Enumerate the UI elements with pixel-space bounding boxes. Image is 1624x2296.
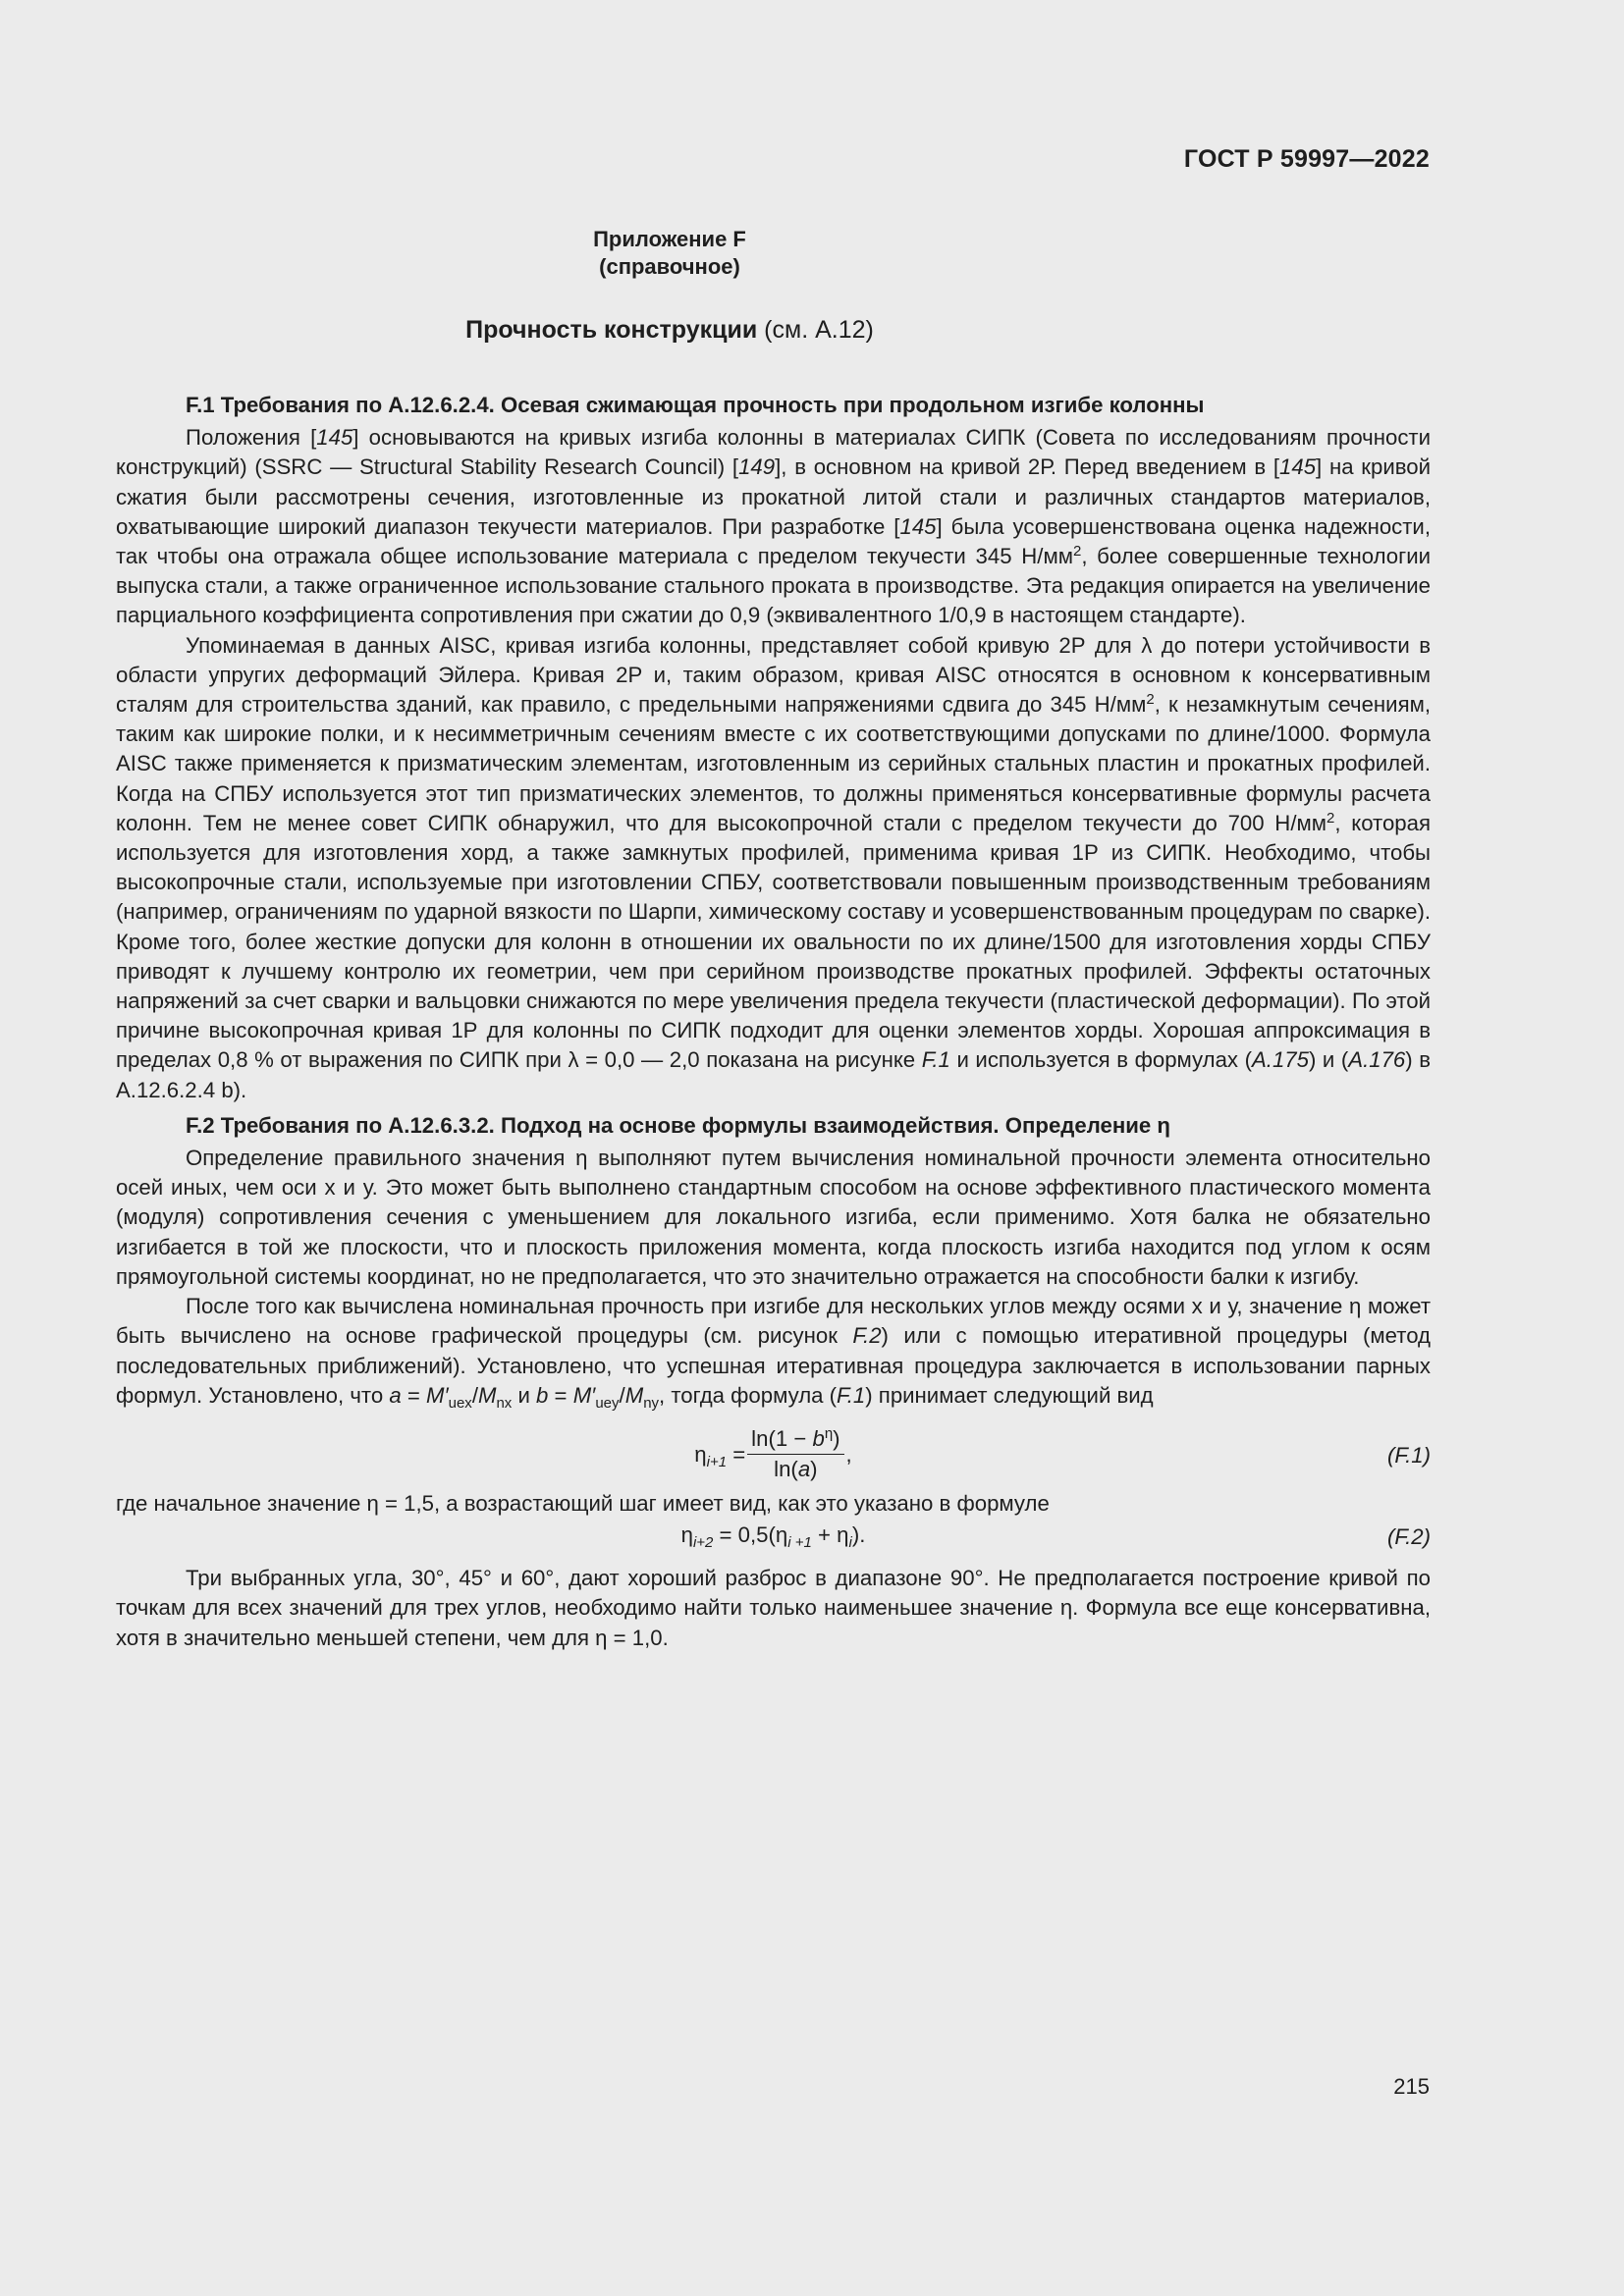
math-var: b — [536, 1382, 549, 1408]
reference-link[interactable]: 145 — [316, 425, 353, 451]
formula-fraction — [747, 1426, 843, 1483]
text-run: Упоминаемая в данных AISC, кривая изгиба колонны, представляет собой кривую 2Р для λ до потери устойчивости в области упругих деформаций Эйлера. Кривая 2Р и, таким образом, кривая AISC относятся в основном к консервативным сталям для строительства зданий, как правило, с предельными напряжениями сдвига до 345 Н/мм — [116, 632, 1431, 718]
math-text: ). — [851, 1522, 866, 1548]
text-run: и — [512, 1382, 537, 1408]
text-run: ) принимает следующий вид — [865, 1382, 1154, 1408]
text-run: Положения [ — [186, 425, 317, 451]
formula-reference[interactable]: A.175 — [1251, 1047, 1309, 1073]
page-number: 215 — [1393, 2074, 1430, 2099]
text-run: После того как вычислена номинальная прочность при изгибе для нескольких углов между осями х и у, значение η может быть вычислено на основе графической процедуры (см. рисунок — [116, 1294, 1431, 1349]
subscript: ny — [643, 1394, 660, 1412]
text-run: и используется в формулах ( — [949, 1047, 1252, 1073]
text-run: , тогда формула ( — [659, 1382, 838, 1408]
subscript: uex — [448, 1394, 472, 1412]
appendix-title-ref: (см. А.12) — [757, 316, 874, 344]
superscript: 2 — [1072, 543, 1082, 561]
section-f2-heading: F.2 Требования по А.12.6.3.2. Подход на основе формулы взаимодействия. Определение η — [186, 1112, 1170, 1138]
appendix-label — [0, 226, 1339, 281]
math-var: M — [624, 1382, 644, 1408]
formula-reference[interactable]: A.176 — [1348, 1047, 1406, 1073]
text-run: / — [471, 1382, 478, 1408]
figure-reference[interactable]: F.1 — [921, 1047, 950, 1073]
text-run: = — [548, 1382, 573, 1408]
math-text: + η — [811, 1522, 849, 1548]
section-f2-paragraph-2 — [116, 1292, 1431, 1411]
text-run: , которая используется для изготовления хорд, а также замкнутых профилей, применима кривая 1Р из СИПК. Необходимо, чтобы высокопрочные стали, используемые при изготовлении СПБУ, соответствовали повышенным производственным требованиям (например, ограничениям по ударной вязкости по Шарпи, химическому составу и усовершенствованным процедурам по сварке). Кроме того, более жесткие допуски для колонн в отношении их овальности по их длине/1500 для изготовления хорды СПБУ приводят к лучшему контролю их геометрии, чем при серийном производстве прокатных профилей. Эффекты остаточных напряжений за счет сварки и вальцовки снижаются по мере увеличения предела текучести (пластической деформации). По этой причине высокопрочная кривая 1Р для колонны по СИПК подходит для оценки элементов хорды. Хорошая аппроксимация в пределах 0,8 % от выражения по СИПК при λ = 0,0 — 2,0 показана на рисунке — [116, 810, 1431, 1073]
text-run: , более совершенные технологии выпуска стали, а также ограниченное использование стального проката в производстве. Эта редакция опирается на увеличение парциального коэффициента сопротивления при сжатии до 0,9 (эквивалентного 1/0,9 в настоящем стандарте). — [116, 544, 1432, 628]
text-run: ] на кривой сжатия были рассмотрены сечения, изготовленные из прокатной литой стали и различных стандартов материалов, охватывающие широкий диапазон текучести материалов. При разработке [ — [116, 454, 1431, 539]
math-text: = 0,5(η — [713, 1522, 788, 1548]
section-f2-between-text: где начальное значение η = 1,5, а возрастающий шаг имеет вид, как это указано в формуле — [116, 1490, 1050, 1516]
appendix-title-text: Прочность конструкции — [465, 316, 758, 344]
figure-reference[interactable]: F.2 — [852, 1323, 882, 1349]
math-var: M — [477, 1382, 497, 1408]
math-var: M′ — [425, 1382, 449, 1408]
reference-link[interactable]: 149 — [738, 454, 776, 480]
text-run: ] была усовершенствована оценка надежности, так чтобы она отражала общее использование материала с пределом текучести 345 Н/мм — [116, 513, 1431, 569]
math-var: a — [389, 1382, 402, 1408]
formula-f2 — [116, 1521, 1431, 1554]
section-f1-paragraph-1 — [116, 423, 1431, 630]
fraction-denominator — [747, 1455, 843, 1483]
math-text: ln(1 − — [751, 1425, 813, 1451]
math-text: ) — [833, 1425, 840, 1451]
superscript: 2 — [1146, 691, 1155, 709]
math-var: b — [812, 1425, 825, 1451]
section-f2-paragraph-3: Три выбранных угла, 30°, 45° и 60°, дают хороший разброс в диапазоне 90°. Не предполагается построение кривой по точкам для всех значений для трех углов, необходимо найти только наименьшее значение η. Формула все еще консервативна, хотя в значительно меньшей степени, чем для η = 1,0. — [116, 1566, 1431, 1650]
fraction-numerator — [747, 1426, 843, 1455]
text-run: ) в А.12.6.2.4 b). — [116, 1047, 1432, 1102]
subscript: uey — [595, 1394, 620, 1412]
math-text: ) — [810, 1456, 818, 1481]
math-subscript: i — [848, 1534, 852, 1552]
appendix-title — [0, 316, 1339, 345]
text-run: ], в основном на кривой 2Р. Перед введением в [ — [775, 454, 1280, 480]
reference-link[interactable]: 145 — [1279, 454, 1317, 480]
text-run: ] основываются на кривых изгиба колонны в материалах СИПК (Совета по исследованиям прочности конструкций) (SSRC — Structural Stability Research Council) [ — [116, 425, 1431, 480]
text-run: , к незамкнутым сечениям, таким как широкие полки, и к несимметричным сечениям вместе с их соответствующими допусками по длине/1000. Формула AISC также применяется к призматическим элементам, изготовленным из серийных стальных пластин и прокатных профилей. Когда на СПБУ используется этот тип призматических элементов, то должны применяться консервативные формулы расчета колонн. Тем не менее совет СИПК обнаружил, что для высокопрочной стали с пределом текучести до 700 Н/мм — [116, 692, 1431, 835]
formula-number: (F.1) — [1387, 1442, 1431, 1468]
text-run: ) и ( — [1308, 1047, 1349, 1073]
subscript: nx — [496, 1394, 513, 1412]
math-operator: = — [727, 1441, 746, 1467]
text-run: = — [401, 1382, 426, 1408]
section-f2-paragraph-1: Определение правильного значения η выполняют путем вычисления номинальной прочности элемента относительно осей иных, чем оси х и у. Это может быть выполнено стандартным способом на основе эффективного пластического момента (модуля) сопротивления сечения с уменьшением для локального изгиба, если применимо. Хотя балка не обязательно изгибается в той же плоскости, что и плоскость приложения момента, когда плоскость изгиба находится под углом к осям прямоугольной системы координат, но не предполагается, что это значительно отражается на способности балки к изгибу. — [116, 1146, 1431, 1289]
math-subscript: i+2 — [692, 1534, 714, 1552]
formula-tail: , — [845, 1441, 852, 1467]
math-text: ln( — [774, 1456, 798, 1481]
formula-lhs — [694, 1440, 745, 1469]
formula-f1 — [116, 1426, 1431, 1485]
math-var: M′ — [572, 1382, 596, 1408]
appendix-type: (справочное) — [599, 254, 740, 279]
math-subscript: i+1 — [706, 1453, 728, 1470]
document-body — [116, 391, 1431, 1653]
text-run: / — [619, 1382, 625, 1408]
document-code: ГОСТ Р 59997—2022 — [1183, 145, 1430, 173]
reference-link[interactable]: 145 — [899, 513, 937, 539]
math-superscript: η — [824, 1424, 834, 1442]
appendix-number: Приложение F — [593, 227, 746, 251]
math-symbol: η — [694, 1441, 707, 1467]
section-f1-heading: F.1 Требования по А.12.6.2.4. Осевая сжимающая прочность при продольном изгибе колонны — [186, 393, 1205, 417]
text-run: ) или с помощью итеративной процедуры (метод последовательных приближений). Установлено, что успешная итеративная процедура заключается в использовании парных формул. Установлено, что — [116, 1323, 1431, 1408]
section-f1-paragraph-2 — [116, 631, 1431, 1105]
formula-number: (F.2) — [1387, 1524, 1431, 1550]
formula-reference[interactable]: F.1 — [837, 1382, 866, 1408]
superscript: 2 — [1326, 809, 1335, 827]
math-subscript: i +1 — [787, 1534, 812, 1552]
math-symbol: η — [680, 1522, 693, 1548]
math-var: a — [797, 1456, 811, 1481]
